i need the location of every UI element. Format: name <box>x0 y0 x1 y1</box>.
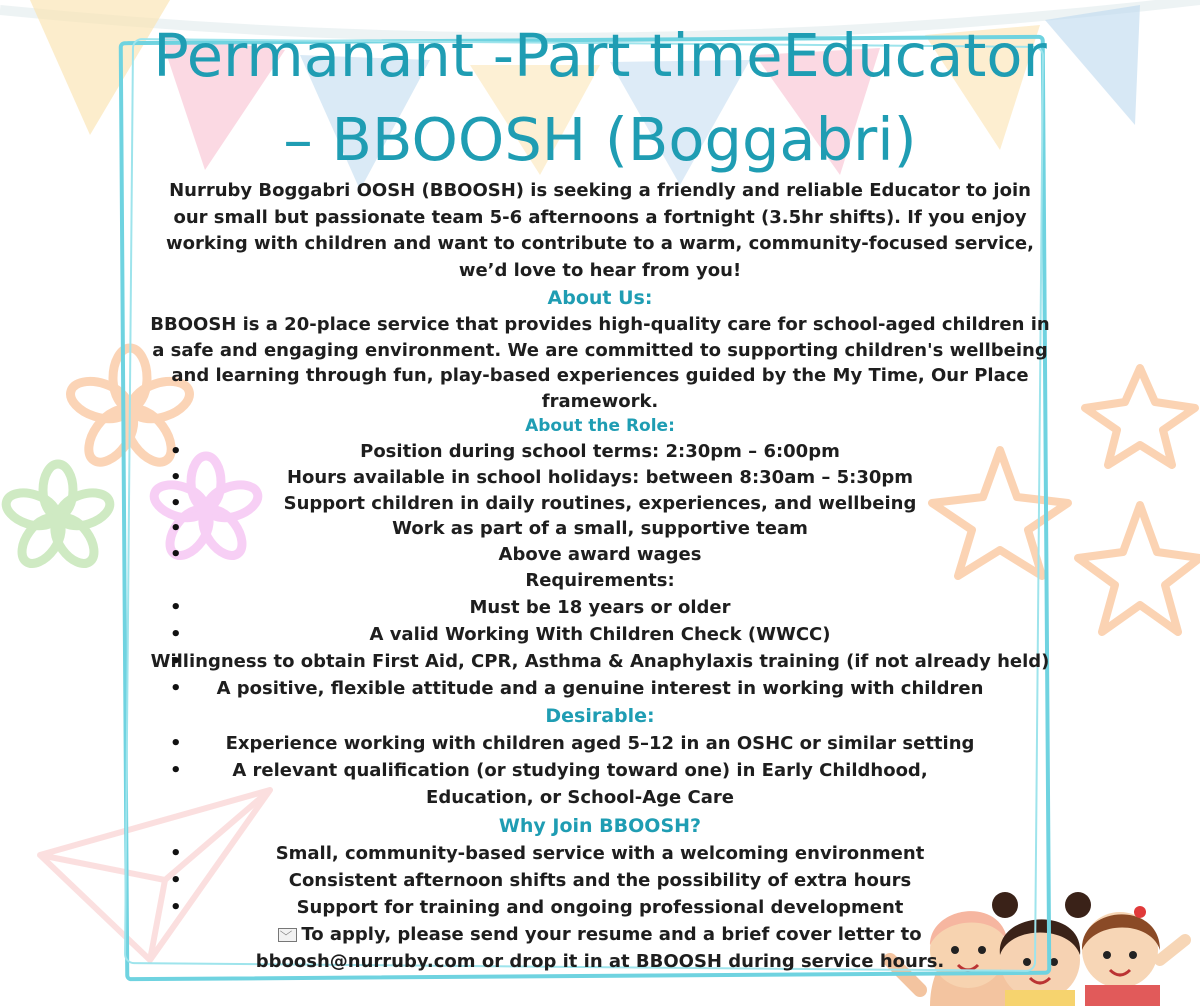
star-icon <box>1078 505 1200 632</box>
poster-content <box>150 0 1050 975</box>
flower-green-icon <box>2 464 114 571</box>
list-item: • Above award wages <box>150 542 1050 568</box>
about-role-list <box>150 439 1050 568</box>
list-item: • Experience working with children aged 5–12 in an OSHC or similar setting <box>150 730 1050 757</box>
about-us-text: BBOOSH is a 20-place service that provides high-quality care for school-aged children in a safe and engaging environment. We are committed to supporting children's wellbeing and learning through fun, play-based experiences guided by the My Time, Our Place framework. <box>150 314 1050 412</box>
list-item: • Hours available in school holidays: between 8:30am – 5:30pm <box>150 465 1050 491</box>
list-item: • Position during school terms: 2:30pm – 6:00pm <box>150 439 1050 465</box>
list-item: • Work as part of a small, supportive team <box>150 516 1050 542</box>
list-item: • Small, community-based service with a welcoming environment <box>150 840 1050 867</box>
why-join-list <box>150 840 1050 921</box>
list-item: • Support children in daily routines, experiences, and wellbeing <box>150 491 1050 517</box>
list-item: • Must be 18 years or older <box>150 594 1050 621</box>
bunting-flag <box>1045 5 1140 125</box>
list-item: • Willingness to obtain First Aid, CPR, Asthma & Anaphylaxis training (if not already held) <box>150 648 1050 675</box>
desirable-list <box>150 730 1050 811</box>
list-item: • A relevant qualification (or studying toward one) in Early Childhood, Education, or School-Age Care <box>150 757 1050 811</box>
star-icon <box>1085 368 1195 465</box>
desirable-heading: Desirable: <box>545 704 655 727</box>
why-join-heading: Why Join BBOOSH? <box>498 814 702 837</box>
page-title: Permanant -Part timeEducator – BBOOSH (Boggabri) <box>153 21 1047 174</box>
requirements-heading: Requirements: <box>525 569 675 591</box>
list-item: • A positive, flexible attitude and a genuine interest in working with children <box>150 675 1050 702</box>
apply-text: To apply, please send your resume and a brief cover letter to bboosh@nurruby.com or drop it in at BBOOSH during service hours. <box>255 923 945 972</box>
requirements-list <box>150 594 1050 702</box>
intro-text: Nurruby Boggabri OOSH (BBOOSH) is seeking a friendly and reliable Educator to join our small but passionate team 5-6 afternoons a fortnight (3.5hr shifts). If you enjoy working with children and want to contribute to a warm, community-focused service, we’d love to hear from you! <box>166 180 1034 281</box>
about-us-heading: About Us: <box>547 287 653 309</box>
about-role-heading: About the Role: <box>525 416 675 436</box>
list-item: • A valid Working With Children Check (WWCC) <box>150 621 1050 648</box>
apply-text-block <box>150 921 1050 975</box>
list-item: • Consistent afternoon shifts and the possibility of extra hours <box>150 867 1050 894</box>
envelope-icon <box>278 928 297 942</box>
list-item: • Support for training and ongoing professional development <box>150 894 1050 921</box>
